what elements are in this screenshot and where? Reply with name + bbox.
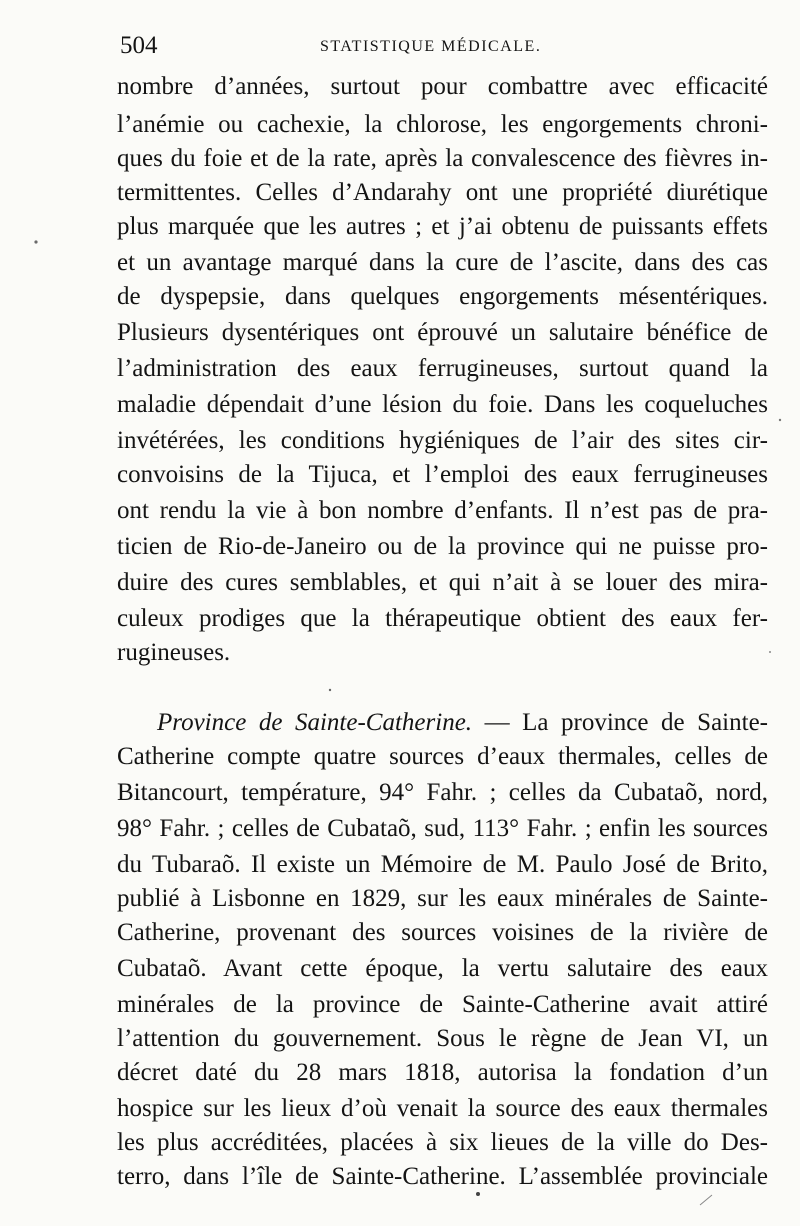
text-line: publié à Lisbonne en 1829, sur les eaux minérales de Sainte- (117, 885, 768, 912)
text-line: l’attention du gouvernement. Sous le règne de Jean VI, un (117, 1025, 768, 1052)
text-line: Catherine, provenant des sources voisines de la rivière de (117, 919, 768, 946)
text-line: Bitancourt, température, 94° Fahr. ; celles da Cubataõ, nord, (117, 779, 768, 806)
text-line: Plusieurs dysentériques ont éprouvé un salutaire bénéfice de (117, 319, 768, 346)
heading-line-rest: — La province de Sainte- (472, 709, 768, 736)
text-line: duire des cures semblables, et qui n’ait à se louer des mira- (117, 569, 768, 596)
paragraph-heading-line (157, 706, 768, 740)
text-line: maladie dépendait d’une lésion du foie. Dans les coqueluches (117, 391, 768, 418)
text-line: invétérées, les conditions hygiéniques de l’air des sites cir- (117, 427, 768, 454)
text-line: nombre d’années, surtout pour combattre avec efficacité (117, 73, 768, 100)
text-line: les plus accréditées, placées à six lieues de la ville do Des- (117, 1129, 768, 1156)
text-line: 98° Fahr. ; celles de Cubataõ, sud, 113° Fahr. ; enfin les sources (117, 815, 768, 842)
section-heading: Province de Sainte-Catherine. (157, 709, 473, 736)
text-line: Cubataõ. Avant cette époque, la vertu salutaire des eaux (117, 955, 768, 982)
text-line: du Tubaraõ. Il existe un Mémoire de M. Paulo José de Brito, (117, 851, 768, 878)
text-line: l’administration des eaux ferrugineuses, surtout quand la (117, 355, 768, 382)
text-line: culeux prodiges que la thérapeutique obtient des eaux fer- (117, 605, 768, 632)
text-line: termittentes. Celles d’Andarahy ont une propriété diurétique (117, 179, 768, 206)
text-line: ques du foie et de la rate, après la convalescence des fièvres in- (117, 145, 768, 172)
text-line: Catherine compte quatre sources d’eaux thermales, celles de (117, 743, 768, 770)
text-line: rugineuses. (117, 639, 231, 666)
page-number: 504 (120, 32, 158, 59)
text-line: et un avantage marqué dans la cure de l’ascite, dans des cas (117, 249, 768, 276)
text-line: plus marquée que les autres ; et j’ai obtenu de puissants effets (117, 213, 768, 240)
text-line: ont rendu la vie à bon nombre d’enfants. Il n’est pas de pra- (117, 497, 768, 524)
text-line: hospice sur les lieux d’où venait la source des eaux thermales (117, 1095, 768, 1122)
text-line: convoisins de la Tijuca, et l’emploi des eaux ferrugineuses (117, 461, 768, 488)
text-line: minérales de la province de Sainte-Catherine avait attiré (117, 991, 768, 1018)
text-line: terro, dans l’île de Sainte-Catherine. L’assemblée provinciale (117, 1163, 768, 1190)
text-line: de dyspepsie, dans quelques engorgements mésentériques. (117, 283, 768, 310)
running-head (120, 30, 760, 64)
text-line: ticien de Rio-de-Janeiro ou de la province qui ne puisse pro- (117, 533, 768, 560)
text-line: décret daté du 28 mars 1818, autorisa la fondation d’un (117, 1059, 768, 1086)
text-line: l’anémie ou cachexie, la chlorose, les engorgements chroni- (117, 111, 768, 138)
running-title: STATISTIQUE MÉDICALE. (320, 38, 542, 55)
